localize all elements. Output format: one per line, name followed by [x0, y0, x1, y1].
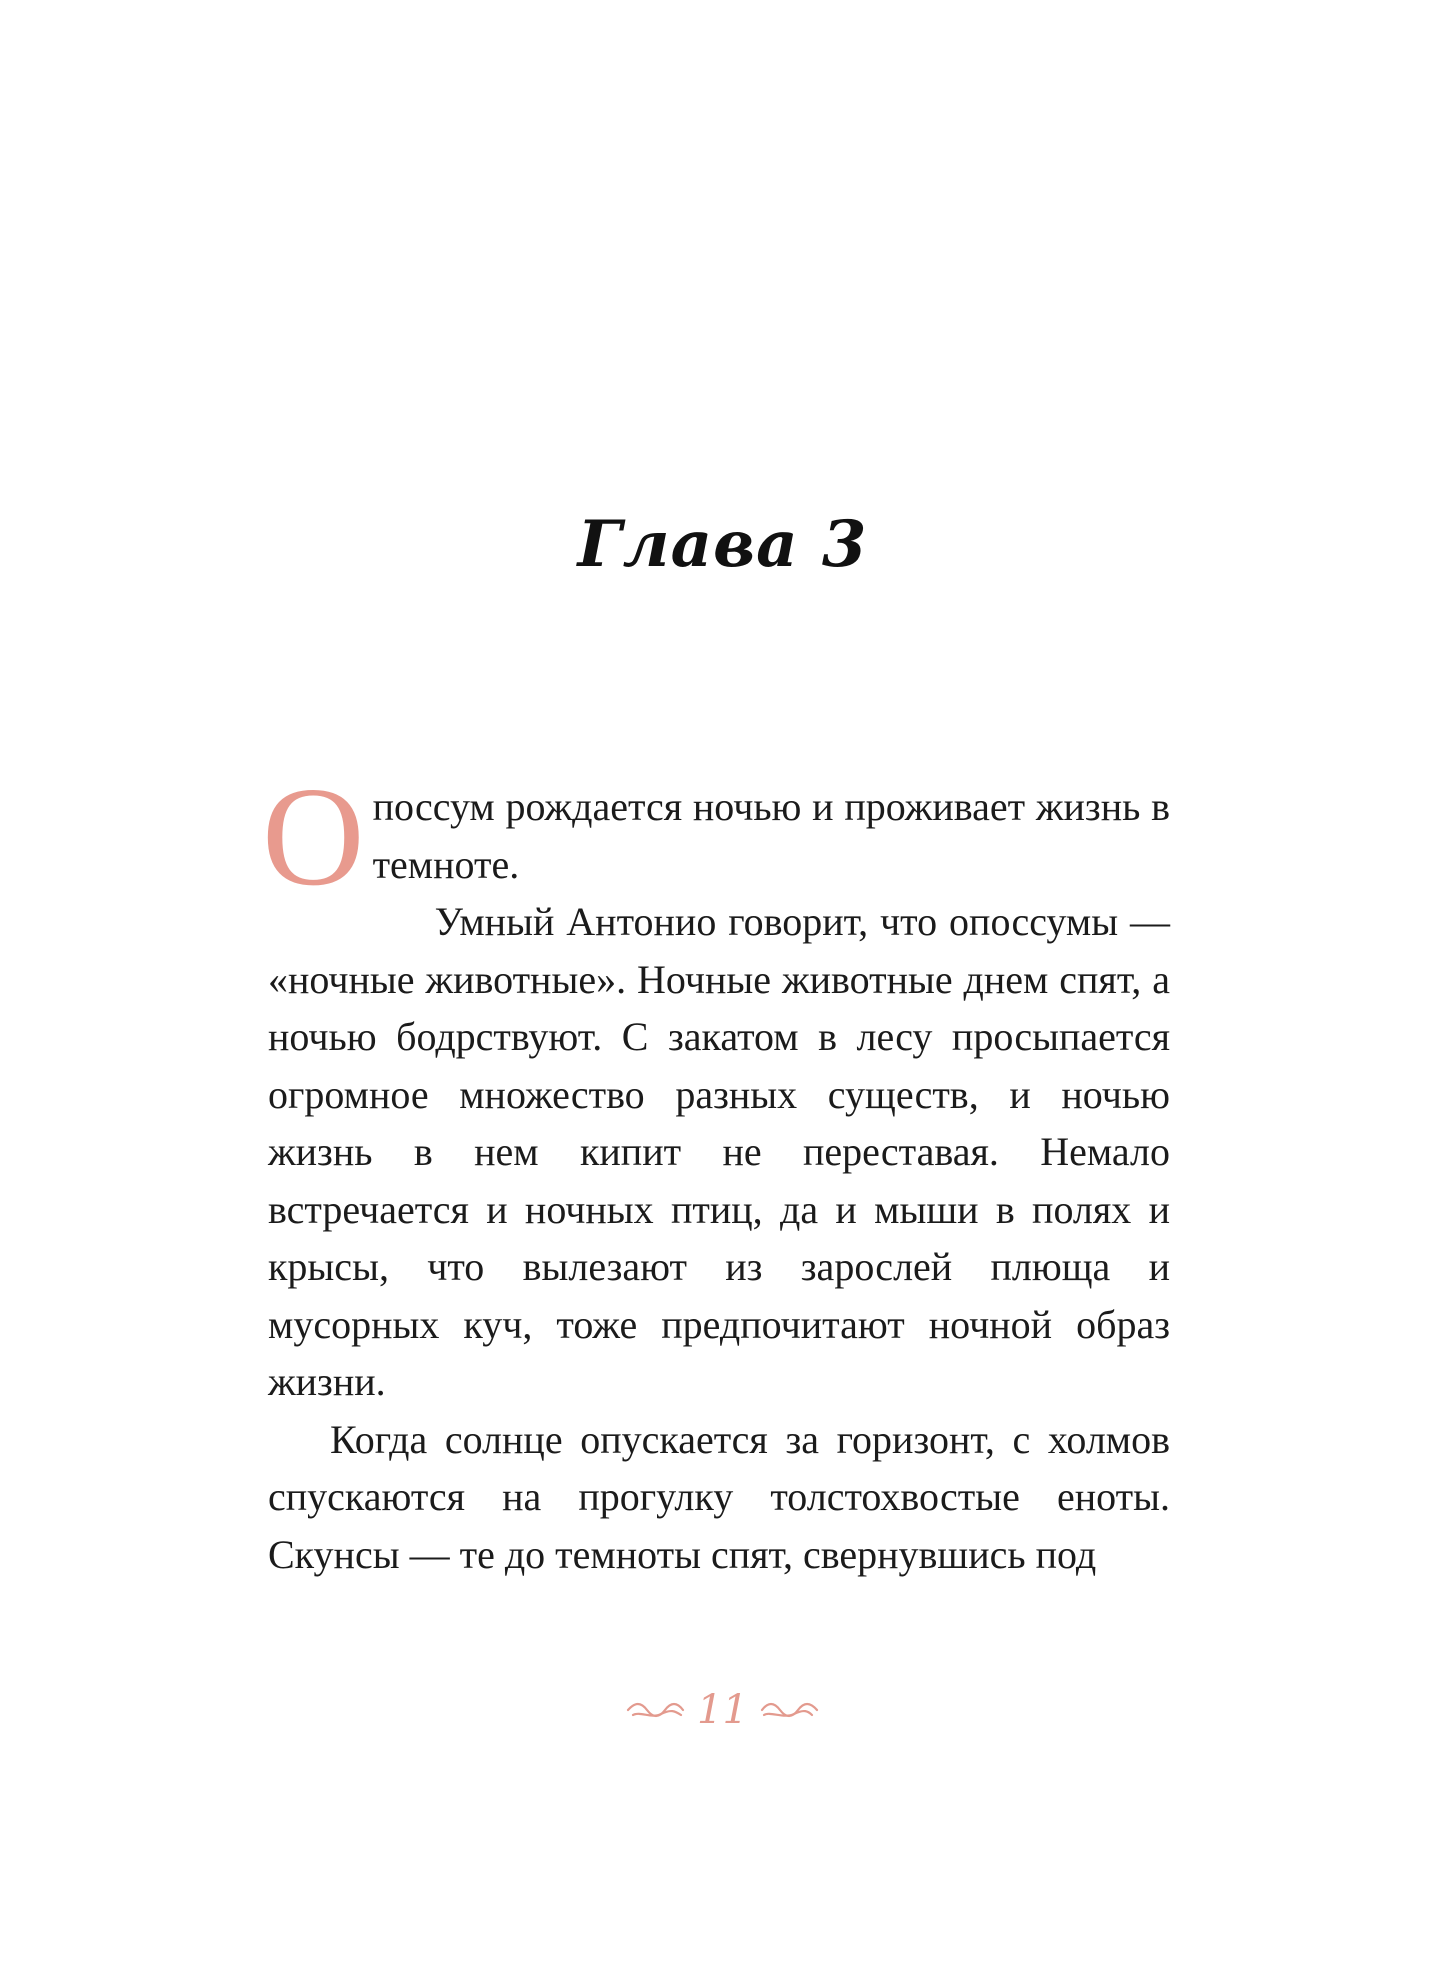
paragraph-1-text: поссум рождается ночью и проживает жизнь в темноте. [372, 784, 1170, 887]
paragraph-3: Когда солнце опускается за горизонт, с холмов спускаются на прогулку толстохвостые еноты. Скунсы — те до темноты спят, свернувшись под [268, 1416, 1170, 1577]
wave-flourish-right-icon [758, 1698, 820, 1722]
body-text [262, 757, 1170, 1583]
wave-flourish-left-icon [625, 1698, 687, 1722]
chapter-title: Глава 3 [577, 506, 868, 582]
paragraph-1 [262, 757, 1170, 915]
page-footer [0, 1680, 1445, 1740]
drop-cap: О [262, 757, 365, 915]
paragraph-2: Умный Антонио говорит, что опоссумы — «ночные животные». Ночные животные днем спят, а ночью бодрствуют. С закатом в лесу просыпается огромное множество разных существ, и ночью жизнь в нем кипит не переставая. Немало встречается и ночных птиц, да и мыши в полях и крысы, что вылезают из зарослей плюща и мусорных куч, тоже предпочитают ночной образ жизни. [268, 899, 1170, 1404]
page-number: 11 [697, 1687, 748, 1733]
